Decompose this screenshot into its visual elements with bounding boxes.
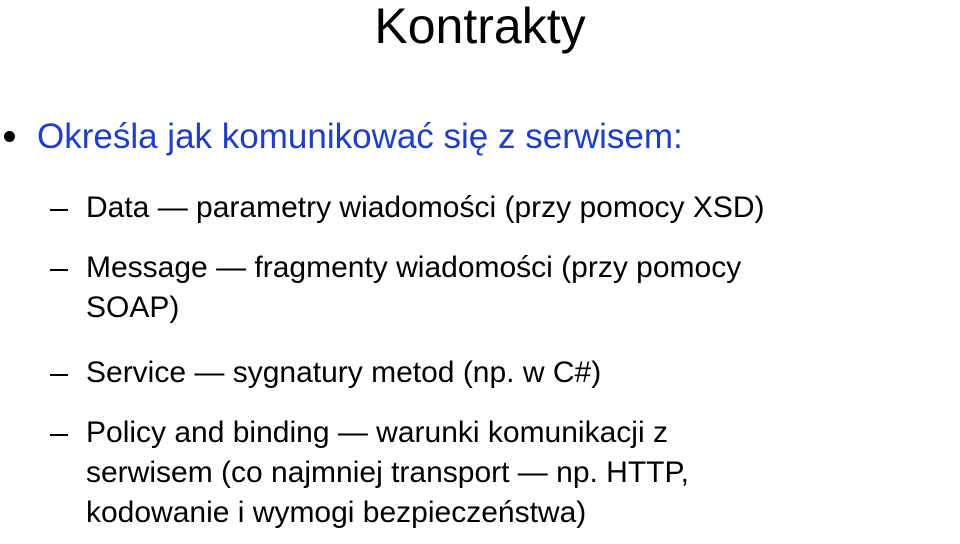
dash-icon bbox=[50, 374, 68, 376]
dash-icon bbox=[50, 209, 68, 211]
subitem-text bbox=[86, 188, 946, 228]
subitem-line: Message — fragmenty wiadomości (przy pomocy bbox=[86, 251, 742, 284]
subitem-line: Service — sygnatury metod (np. w C#) bbox=[86, 356, 602, 389]
bullet-item bbox=[0, 115, 960, 161]
bullet-dot-icon bbox=[4, 131, 15, 142]
bullet-text: Określa jak komunikować się z serwisem: bbox=[37, 117, 683, 156]
subitem-line: Policy and binding — warunki komunikacji z bbox=[86, 416, 668, 449]
slide-title: Kontrakty bbox=[374, 0, 586, 54]
subitem-text bbox=[86, 248, 946, 328]
subitem-text bbox=[86, 353, 946, 393]
subitem-line: Data — parametry wiadomości (przy pomocy XSD) bbox=[86, 191, 765, 224]
dash-icon bbox=[50, 269, 68, 271]
subitem-text bbox=[86, 413, 946, 533]
subitem-line: serwisem (co najmniej transport — np. HTTP, bbox=[86, 456, 689, 489]
subitem-line: SOAP) bbox=[86, 291, 180, 324]
dash-icon bbox=[50, 434, 68, 436]
subitem-line: kodowanie i wymogi bezpieczeństwa) bbox=[86, 496, 587, 529]
